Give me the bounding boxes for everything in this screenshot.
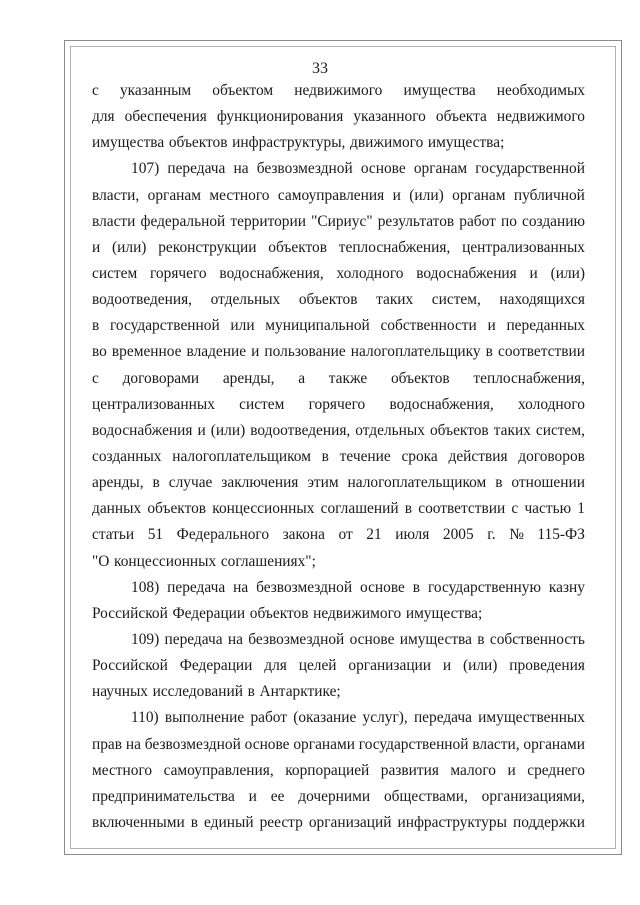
word: прав bbox=[92, 735, 123, 753]
word: (оказание bbox=[293, 709, 357, 727]
word: находящихся bbox=[499, 291, 585, 309]
word: Российской bbox=[92, 657, 168, 675]
word: 2005 bbox=[442, 526, 474, 544]
word: объектов bbox=[429, 421, 489, 439]
word: данных bbox=[92, 500, 142, 518]
word: в bbox=[495, 474, 503, 492]
word: среднего bbox=[527, 761, 585, 779]
word: и bbox=[507, 761, 516, 779]
word: созданных bbox=[92, 447, 162, 465]
word: действия bbox=[448, 447, 508, 465]
word: собственность bbox=[489, 630, 585, 648]
text-line bbox=[92, 705, 585, 731]
word: самоуправления bbox=[277, 186, 385, 204]
word: собственности bbox=[380, 317, 477, 335]
word: реестр bbox=[259, 813, 303, 831]
word: систем bbox=[239, 395, 285, 413]
word: Антарктике; bbox=[259, 683, 341, 701]
word: проведения bbox=[509, 657, 585, 675]
word: срока bbox=[401, 447, 438, 465]
text-line bbox=[92, 313, 585, 339]
word: налогоплательщиком bbox=[172, 447, 311, 465]
word: имущества bbox=[92, 134, 165, 152]
word: Федерального bbox=[176, 526, 270, 544]
word: основе bbox=[360, 578, 405, 596]
word: "О bbox=[92, 552, 110, 570]
word: функционирования bbox=[216, 108, 344, 126]
word: в bbox=[92, 317, 100, 335]
word: объектов bbox=[249, 604, 309, 622]
word: горячего bbox=[150, 264, 207, 282]
word: государственной bbox=[358, 735, 469, 753]
word: и bbox=[442, 657, 452, 675]
word: государственную bbox=[428, 578, 541, 596]
text-line bbox=[92, 78, 585, 104]
word: основе bbox=[349, 630, 395, 648]
word: объектов bbox=[390, 369, 450, 387]
text-line bbox=[92, 183, 585, 209]
word: и bbox=[251, 343, 260, 361]
word: власти, bbox=[472, 735, 520, 753]
text-line bbox=[92, 784, 585, 810]
word: 115-ФЗ bbox=[537, 526, 585, 544]
word: самоуправления, bbox=[163, 761, 274, 779]
word: государственной bbox=[475, 160, 585, 178]
word: передача bbox=[167, 160, 226, 178]
word: целей bbox=[298, 657, 337, 675]
word: на bbox=[233, 578, 249, 596]
word: муниципальной bbox=[265, 317, 370, 335]
document-body bbox=[92, 78, 585, 836]
word: по bbox=[500, 212, 517, 230]
word: пользование bbox=[264, 343, 346, 361]
word: систем, bbox=[431, 291, 481, 309]
word: в bbox=[190, 813, 199, 831]
word: г. bbox=[487, 526, 496, 544]
word: (или) bbox=[112, 238, 147, 256]
text-line bbox=[92, 392, 585, 418]
word: концессионных bbox=[212, 500, 315, 518]
word: ее bbox=[270, 787, 285, 805]
word: закона bbox=[282, 526, 325, 544]
word: (или) bbox=[550, 264, 585, 282]
word: власти bbox=[92, 212, 136, 230]
text-line bbox=[92, 470, 585, 496]
text-line bbox=[92, 810, 585, 836]
word: на bbox=[227, 630, 243, 648]
word: отдельных bbox=[210, 291, 281, 309]
text-line bbox=[92, 366, 585, 392]
word: отношении bbox=[511, 474, 585, 492]
word: заключения bbox=[221, 474, 299, 492]
text-line bbox=[92, 679, 585, 705]
word: водоснабжения, bbox=[219, 264, 324, 282]
word: необходимых bbox=[496, 82, 585, 99]
word: основе bbox=[244, 735, 290, 753]
word: имущества bbox=[403, 82, 476, 99]
word: организациями, bbox=[481, 787, 585, 805]
word: на bbox=[233, 160, 249, 178]
word: водоснабжения, bbox=[389, 395, 494, 413]
word: работ bbox=[459, 212, 496, 230]
word: недвижимого bbox=[313, 604, 402, 622]
word: переданных bbox=[506, 317, 585, 335]
word: налогоплательщиком bbox=[347, 474, 487, 492]
word: водоотведения, bbox=[92, 291, 193, 309]
word: федеральной bbox=[140, 212, 226, 230]
word: выполнение bbox=[164, 709, 245, 727]
word: Федерации bbox=[172, 604, 246, 622]
word: таких bbox=[376, 291, 414, 309]
word: с bbox=[511, 500, 519, 518]
word: водоотведения, bbox=[250, 421, 351, 439]
text-line bbox=[92, 209, 585, 235]
word: указанным bbox=[119, 82, 192, 99]
text-line bbox=[92, 156, 585, 182]
word: исследований bbox=[152, 683, 243, 701]
word: июля bbox=[395, 526, 430, 544]
word: в bbox=[321, 447, 329, 465]
word: безвозмездной bbox=[144, 735, 241, 753]
word: временное bbox=[111, 343, 182, 361]
word: результатов bbox=[377, 212, 455, 230]
word: инфраструктуры bbox=[397, 813, 507, 831]
word: в bbox=[477, 630, 485, 648]
word: для bbox=[92, 108, 115, 126]
word: в bbox=[152, 474, 160, 492]
word: в bbox=[404, 500, 413, 518]
word: казну bbox=[548, 578, 585, 596]
word: соответствии bbox=[418, 500, 506, 518]
word: частью bbox=[524, 500, 572, 518]
word: 108) bbox=[131, 578, 160, 596]
word: Федерации bbox=[179, 657, 253, 675]
word: органам bbox=[452, 186, 506, 204]
text-line bbox=[92, 627, 585, 653]
word: холодного bbox=[518, 395, 585, 413]
word: обеспечения bbox=[124, 108, 207, 126]
word: или bbox=[230, 317, 255, 335]
word: теплоснабжения, bbox=[338, 238, 451, 256]
word: горячего bbox=[308, 395, 366, 413]
word: объектов bbox=[168, 134, 228, 152]
word: для bbox=[264, 657, 287, 675]
word: органами bbox=[523, 735, 585, 753]
word: предпринимательства bbox=[92, 787, 235, 805]
word: имущества; bbox=[405, 604, 483, 622]
word: владение bbox=[186, 343, 247, 361]
word: инфраструктуры, bbox=[232, 134, 346, 152]
word: объекта bbox=[435, 108, 487, 126]
word: имущества; bbox=[427, 134, 505, 152]
word: централизованных bbox=[462, 238, 585, 256]
word: и bbox=[92, 238, 101, 256]
word: имущественных bbox=[478, 709, 585, 727]
word: аренды, bbox=[222, 369, 275, 387]
word: власти, bbox=[92, 186, 140, 204]
word: научных bbox=[92, 683, 148, 701]
text-line bbox=[92, 444, 585, 470]
word: включенными bbox=[92, 813, 185, 831]
word: объектов bbox=[298, 291, 358, 309]
word: 21 bbox=[366, 526, 382, 544]
word: соответствии bbox=[498, 343, 585, 361]
word: малого bbox=[450, 761, 497, 779]
word: (или) bbox=[210, 421, 246, 439]
word: случае bbox=[168, 474, 213, 492]
text-line bbox=[92, 575, 585, 601]
word: и bbox=[529, 264, 538, 282]
word: аренды, bbox=[92, 474, 144, 492]
text-line bbox=[92, 287, 585, 313]
word: объектов bbox=[147, 500, 207, 518]
word: с bbox=[92, 369, 99, 387]
text-line bbox=[92, 758, 585, 784]
word: теплоснабжения, bbox=[473, 369, 585, 387]
word: организаций bbox=[308, 813, 392, 831]
word: органами bbox=[293, 735, 355, 753]
word: дочерними bbox=[298, 787, 371, 805]
text-line bbox=[92, 522, 585, 548]
text-line bbox=[92, 732, 585, 758]
word: передача bbox=[167, 578, 226, 596]
word: на bbox=[125, 735, 141, 753]
word: концессионных bbox=[114, 552, 217, 570]
word: имущества bbox=[399, 630, 472, 648]
word: безвозмездной bbox=[248, 630, 345, 648]
word: отдельных bbox=[355, 421, 425, 439]
word: также bbox=[328, 369, 368, 387]
word: поддержки bbox=[512, 813, 585, 831]
page-number: 33 bbox=[312, 60, 328, 77]
text-line bbox=[92, 130, 585, 156]
word: от bbox=[338, 526, 353, 544]
word: (или) bbox=[463, 657, 498, 675]
text-line bbox=[92, 653, 585, 679]
word: этим bbox=[307, 474, 339, 492]
word: и bbox=[392, 186, 401, 204]
word: Российской bbox=[92, 604, 168, 622]
word: объектов bbox=[268, 238, 327, 256]
word: с bbox=[92, 82, 99, 99]
word: территории bbox=[230, 212, 306, 230]
word: публичной bbox=[513, 186, 585, 204]
text-line bbox=[92, 549, 585, 575]
word: организации bbox=[348, 657, 432, 675]
word: корпорацией bbox=[285, 761, 370, 779]
text-line bbox=[92, 601, 585, 627]
word: "Сириус" bbox=[311, 212, 373, 230]
word: а bbox=[298, 369, 306, 387]
word: единый bbox=[204, 813, 254, 831]
text-line bbox=[92, 339, 585, 365]
word: 1 bbox=[577, 500, 585, 518]
word: договоров bbox=[518, 447, 585, 465]
word: государственной bbox=[110, 317, 220, 335]
text-line bbox=[92, 235, 585, 261]
word: созданию bbox=[522, 212, 585, 230]
word: систем bbox=[92, 264, 138, 282]
word: в bbox=[247, 683, 255, 701]
word: движимого bbox=[350, 134, 424, 152]
word: налогоплательщику bbox=[350, 343, 481, 361]
text-line bbox=[92, 418, 585, 444]
word: централизованных bbox=[92, 395, 215, 413]
word: местного bbox=[92, 761, 153, 779]
word: недвижимого bbox=[294, 82, 383, 99]
word: недвижимого bbox=[496, 108, 585, 126]
word: (или) bbox=[409, 186, 444, 204]
word: услуг), bbox=[362, 709, 408, 727]
word: соглашениях"; bbox=[220, 552, 316, 570]
word: соглашений bbox=[320, 500, 399, 518]
word: водоснабжения bbox=[92, 421, 193, 439]
word: в bbox=[485, 343, 493, 361]
text-line bbox=[92, 104, 585, 130]
word: водоснабжения bbox=[416, 264, 517, 282]
word: указанного bbox=[353, 108, 426, 126]
word: обществами, bbox=[383, 787, 468, 805]
word: 51 bbox=[147, 526, 164, 544]
word: местного bbox=[209, 186, 270, 204]
word: органам bbox=[413, 160, 468, 178]
word: холодного bbox=[336, 264, 404, 282]
word: органам bbox=[147, 186, 201, 204]
word: течение bbox=[339, 447, 391, 465]
word: передача bbox=[413, 709, 472, 727]
word: безвозмездной bbox=[256, 578, 353, 596]
word: статьи bbox=[92, 526, 135, 544]
word: работ bbox=[250, 709, 288, 727]
word: № bbox=[509, 526, 524, 544]
word: 110) bbox=[131, 709, 159, 727]
word: 109) bbox=[131, 630, 160, 648]
word: основе bbox=[360, 160, 406, 178]
word: объектом bbox=[212, 82, 274, 99]
word: в bbox=[412, 578, 421, 596]
word: реконструкции bbox=[158, 238, 257, 256]
word: развития bbox=[380, 761, 439, 779]
word: и bbox=[487, 317, 496, 335]
text-line bbox=[92, 261, 585, 287]
word: систем, bbox=[535, 421, 585, 439]
word: и bbox=[197, 421, 206, 439]
word: 107) bbox=[131, 160, 160, 178]
word: во bbox=[92, 343, 107, 361]
word: таких bbox=[493, 421, 531, 439]
word: договорами bbox=[122, 369, 200, 387]
text-line bbox=[92, 496, 585, 522]
word: безвозмездной bbox=[256, 160, 353, 178]
word: передача bbox=[164, 630, 223, 648]
word: и bbox=[248, 787, 257, 805]
